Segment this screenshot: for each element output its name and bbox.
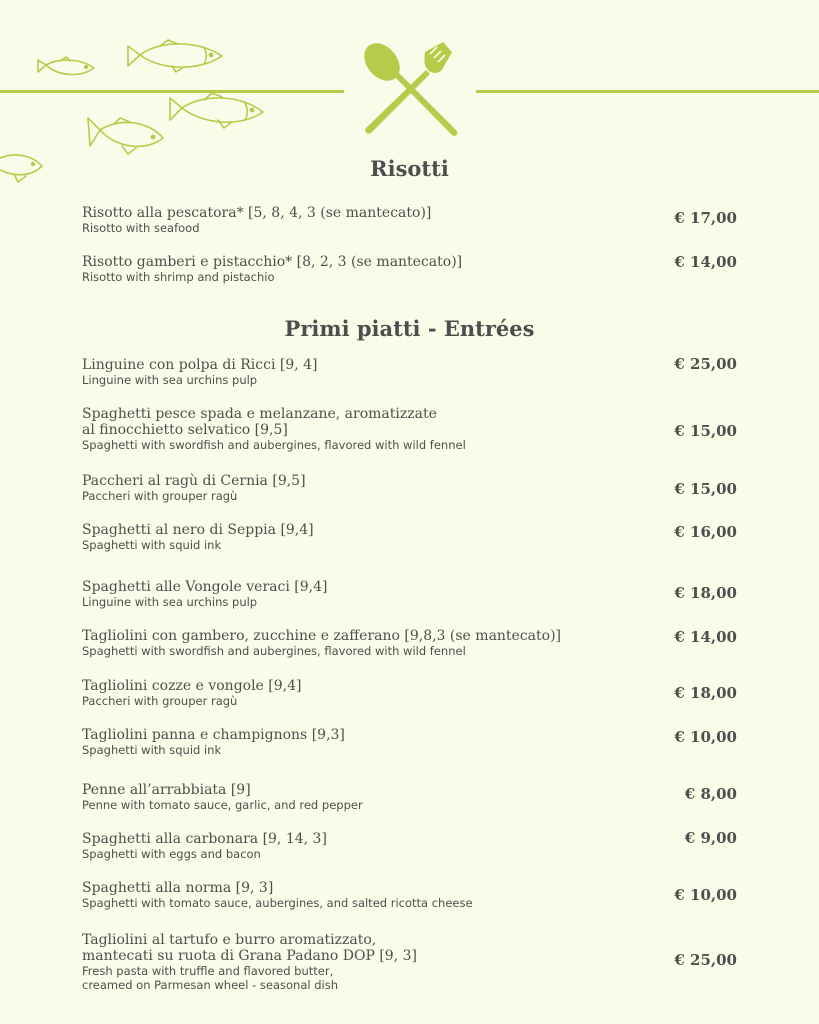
- item-description: Linguine with sea urchins pulp: [82, 373, 258, 387]
- item-name: Tagliolini al tartufo e burro aromatizzato, mantecati su ruota di Grana Padano DOP [9, 3]: [82, 932, 417, 964]
- menu-item: [82, 831, 742, 861]
- item-name: Spaghetti alla norma [9, 3]: [82, 880, 274, 896]
- item-description: Spaghetti with swordfish and aubergines, flavored with wild fennel: [82, 438, 466, 452]
- menu-item: [82, 782, 742, 812]
- menu-item: [82, 880, 742, 910]
- menu-item: [82, 628, 742, 658]
- item-description: Linguine with sea urchins pulp: [82, 595, 258, 609]
- item-name: Tagliolini cozze e vongole [9,4]: [82, 678, 302, 694]
- item-price: € 16,00: [674, 523, 737, 541]
- menu-item: [82, 205, 742, 235]
- item-name: Paccheri al ragù di Cernia [9,5]: [82, 473, 306, 489]
- item-price: € 8,00: [684, 785, 737, 803]
- item-price: € 25,00: [674, 951, 737, 969]
- item-name: Risotto gamberi e pistacchio* [8, 2, 3 (se mantecato)]: [82, 254, 463, 270]
- item-name: Spaghetti al nero di Seppia [9,4]: [82, 522, 314, 538]
- menu-item: [82, 932, 742, 992]
- menu-item: [82, 406, 742, 452]
- item-name: Spaghetti alla carbonara [9, 14, 3]: [82, 831, 327, 847]
- item-price: € 9,00: [684, 829, 737, 847]
- item-description: Penne with tomato sauce, garlic, and red pepper: [82, 798, 363, 812]
- item-price: € 17,00: [674, 209, 737, 227]
- item-price: € 10,00: [674, 886, 737, 904]
- item-price: € 18,00: [674, 584, 737, 602]
- item-name: Penne all’arrabbiata [9]: [82, 782, 251, 798]
- menu-item: [82, 579, 742, 609]
- section-title-primi: Primi piatti - Entrées: [284, 316, 535, 341]
- item-name: Tagliolini panna e champignons [9,3]: [82, 727, 345, 743]
- item-price: € 10,00: [674, 728, 737, 746]
- item-price: € 14,00: [674, 253, 737, 271]
- fish-icon: [38, 57, 94, 74]
- fish-icon: [170, 93, 263, 128]
- item-description: Risotto with seafood: [82, 221, 200, 235]
- fish-icon: [128, 40, 222, 72]
- item-description: Spaghetti with swordfish and aubergines, flavored with wild fennel: [82, 644, 466, 658]
- menu-item: [82, 727, 742, 757]
- item-name: Risotto alla pescatora* [5, 8, 4, 3 (se mantecato)]: [82, 205, 432, 221]
- item-description: Spaghetti with tomato sauce, aubergines, and salted ricotta cheese: [82, 896, 473, 910]
- section-title-risotti: Risotti: [370, 156, 449, 181]
- menu-item: [82, 254, 742, 284]
- item-description: Spaghetti with squid ink: [82, 538, 222, 552]
- item-description: Fresh pasta with truffle and flavored butter, creamed on Parmesan wheel - seasonal dish: [82, 964, 338, 992]
- header-rule-right: [476, 90, 819, 93]
- fish-icon: [88, 118, 163, 154]
- item-name: Tagliolini con gambero, zucchine e zafferano [9,8,3 (se mantecato)]: [82, 628, 562, 644]
- item-description: Spaghetti with squid ink: [82, 743, 222, 757]
- menu-item: [82, 678, 742, 708]
- item-price: € 15,00: [674, 480, 737, 498]
- item-description: Paccheri with grouper ragù: [82, 489, 238, 503]
- menu-item: [82, 522, 742, 552]
- item-description: Spaghetti with eggs and bacon: [82, 847, 261, 861]
- fork-spoon-crossed-icon: [358, 38, 462, 142]
- menu-item: [82, 357, 742, 387]
- menu-item: [82, 473, 742, 503]
- item-description: Paccheri with grouper ragù: [82, 694, 238, 708]
- item-name: Spaghetti pesce spada e melanzane, aromatizzate al finocchietto selvatico [9,5]: [82, 406, 437, 438]
- item-price: € 15,00: [674, 422, 737, 440]
- item-price: € 25,00: [674, 355, 737, 373]
- item-price: € 18,00: [674, 684, 737, 702]
- item-price: € 14,00: [674, 628, 737, 646]
- item-description: Risotto with shrimp and pistachio: [82, 270, 275, 284]
- item-name: Linguine con polpa di Ricci [9, 4]: [82, 357, 318, 373]
- item-name: Spaghetti alle Vongole veraci [9,4]: [82, 579, 328, 595]
